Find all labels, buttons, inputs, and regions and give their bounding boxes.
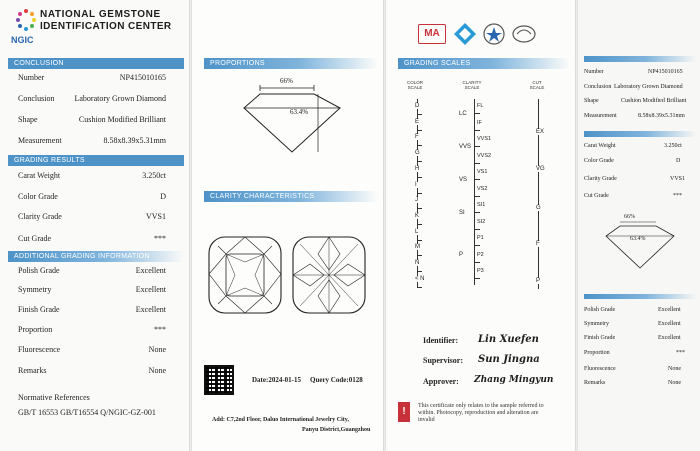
fold-line-2 — [383, 0, 386, 451]
color-scale-letter: G — [415, 150, 420, 157]
summary-fluorescence: None — [668, 366, 681, 372]
issue-date: Date:2024-01-15 — [252, 376, 301, 384]
summary-table-percent: 66% — [624, 214, 635, 220]
summary-panel — [578, 0, 700, 451]
summary-proportion-diagram — [592, 212, 688, 272]
clarity-scale-grade: SI2 — [477, 218, 486, 225]
color-scale-header: COLOR SCALE — [406, 80, 423, 90]
summary-shape: Cushion Modified Brilliant — [621, 98, 687, 104]
color-scale-letter: J — [415, 197, 418, 204]
fold-line-3 — [575, 0, 578, 451]
cut-scale-grade: G — [536, 205, 541, 211]
cma-seal-icon: MA — [418, 24, 446, 44]
approver-signature: Zhang Mingyun — [474, 375, 554, 385]
clarity-plot-crown — [206, 234, 284, 316]
summary-accent-bar — [584, 56, 696, 62]
summary-remarks: None — [668, 380, 681, 386]
cut-scale-grade: EX — [536, 129, 545, 135]
certificate-notice: This certificate only relates to the sample referred to within. Photocopy, reproduction and alteration are invalid — [418, 403, 544, 423]
section-proportions: PROPORTIONS — [204, 58, 378, 69]
summary-number: NP415010165 — [648, 69, 683, 75]
proportion-diagram — [222, 78, 362, 160]
summary-carat: 3.250ct — [664, 143, 682, 149]
normative-label: Normative References — [18, 393, 90, 402]
summary-depth-percent: 63.4% — [630, 236, 646, 242]
clarity-scale-group: LC — [459, 111, 467, 118]
ngic-logo-icon — [14, 8, 38, 34]
clarity-scale-group: P — [459, 251, 464, 258]
cut-scale-grade: P — [536, 278, 541, 284]
summary-clarity-label: Clarity Grade — [584, 176, 617, 182]
summary-finish-label: Finish Grade — [584, 335, 616, 341]
clarity-scale-grade: P2 — [477, 251, 484, 258]
summary-symmetry: Excellent — [658, 321, 681, 327]
report-panel-main: NGIC NATIONAL GEMSTONE IDENTIFICATION CENTER CONCLUSION Number NP415010165 Conclusion Laboratory Grown Diamond Shape Cushion Modified Brilliant Measurement 8.58x8.39x5.31mm GRADING RESULTS Carat Weight 3.250ct Color Grade D Clarity Grade VVS1 Cut Grade *** ADDITIONAL GRADING INFORMATION Polish Grade Excellent Symmetry Excellent Finish Grade Excellent Proportion *** Fluorescence None Remarks None Normative References GB/T 16553 GB/T16554 Q/NGIC-GZ-001 — [0, 0, 190, 451]
summary-number-label: Number — [584, 69, 604, 75]
clarity-scale-grade: VS2 — [477, 185, 488, 192]
brand-name-line1: NATIONAL GEMSTONE — [40, 9, 161, 20]
summary-measurement-label: Measurement — [584, 113, 617, 119]
clarity-scale-grade: P3 — [477, 268, 484, 274]
clarity-scale-grade: VS1 — [477, 169, 488, 175]
diagram-panel — [192, 0, 384, 451]
summary-measurement: 8.58x8.39x5.31mm — [638, 113, 685, 119]
fold-line-1 — [189, 0, 192, 451]
summary-symmetry-label: Symmetry — [584, 321, 609, 327]
brand-name-line2: IDENTIFICATION CENTER — [40, 21, 172, 32]
qr-code — [204, 365, 234, 395]
supervisor-label: Supervisor: — [423, 356, 463, 365]
depth-percent: 63.4% — [290, 108, 309, 116]
summary-color: D — [676, 158, 681, 164]
color-scale-letter: I — [415, 181, 417, 188]
summary-conclusion-label: Conclusion — [584, 84, 612, 90]
clarity-scale-grade: SI1 — [477, 202, 486, 208]
identifier-label: Identifier: — [423, 336, 459, 345]
clarity-scale-header: CLARITY SCALE — [462, 80, 482, 90]
color-scale-letter: F — [415, 134, 419, 141]
clarity-scale-grade: FL — [477, 103, 484, 109]
clarity-scale-group: VS — [459, 177, 468, 184]
summary-accent-bar-3 — [584, 294, 696, 299]
color-scale-letter: E — [415, 118, 420, 125]
color-scale-letter: K — [415, 212, 420, 219]
clarity-scale-grade: IF — [477, 119, 482, 126]
address-line1: Add: C7,2nd Floor, Daluo International Jewelry City, — [212, 417, 349, 423]
address-line2: Panyu District,Guangzhou — [302, 427, 371, 433]
clarity-scale-grade: VVS2 — [477, 152, 492, 159]
summary-carat-label: Carat Weight — [584, 143, 616, 149]
summary-finish: Excellent — [658, 335, 681, 341]
cut-scale-grade: F — [536, 241, 540, 247]
summary-polish: Excellent — [658, 307, 681, 313]
clarity-scale-group: SI — [459, 210, 465, 217]
clarity-scale-grade: P1 — [477, 235, 484, 241]
section-clarity-characteristics: CLARITY CHARACTERISTICS — [204, 191, 378, 202]
query-code: Query Code:0128 — [310, 376, 363, 384]
section-additional: ADDITIONAL GRADING INFORMATION — [8, 251, 184, 262]
warning-icon: ! — [398, 402, 410, 422]
summary-accent-bar-2 — [584, 131, 696, 137]
approver-label: Approver: — [423, 377, 459, 386]
normative-references: GB/T 16553 GB/T16554 Q/NGIC-GZ-001 — [18, 408, 156, 417]
color-scale-letter: M — [415, 244, 420, 251]
summary-color-label: Color Grade — [584, 158, 614, 164]
summary-shape-label: Shape — [584, 98, 599, 104]
color-scale-letter: H — [415, 165, 420, 172]
table-percent: 66% — [280, 77, 293, 85]
cut-scale-grade: VG — [536, 166, 545, 172]
summary-proportion-label: Proportion — [584, 350, 610, 356]
summary-proportion: *** — [676, 350, 685, 356]
color-scale-letter: < N — [415, 275, 425, 282]
cut-scale-header: CUT SCALE — [529, 80, 545, 90]
supervisor-signature: Sun Jingna — [478, 354, 540, 365]
color-scale-letter: N — [415, 260, 420, 266]
section-conclusion: CONCLUSION — [8, 58, 184, 69]
summary-polish-label: Polish Grade — [584, 307, 616, 313]
color-scale-letter: D — [415, 103, 420, 109]
summary-conclusion: Laboratory Grown Diamond — [614, 84, 683, 90]
color-scale-letter: L — [415, 228, 419, 235]
summary-clarity: VVS1 — [670, 176, 686, 182]
summary-remarks-label: Remarks — [584, 380, 606, 386]
section-grading-results: GRADING RESULTS — [8, 155, 184, 166]
summary-cut-label: Cut Grade — [584, 193, 609, 199]
scales-panel — [386, 0, 576, 451]
identifier-signature: Lin Xuefen — [478, 334, 539, 345]
summary-fluorescence-label: Fluorescence — [584, 366, 616, 372]
ngic-logo-text: NGIC — [11, 35, 34, 45]
section-grading-scales: GRADING SCALES — [398, 58, 570, 69]
summary-cut: *** — [673, 193, 682, 199]
clarity-plot-pavilion — [290, 234, 368, 316]
clarity-scale-group: VVS — [459, 144, 472, 151]
cut-scale-line — [538, 99, 539, 289]
clarity-scale-grade: VVS1 — [477, 136, 492, 142]
